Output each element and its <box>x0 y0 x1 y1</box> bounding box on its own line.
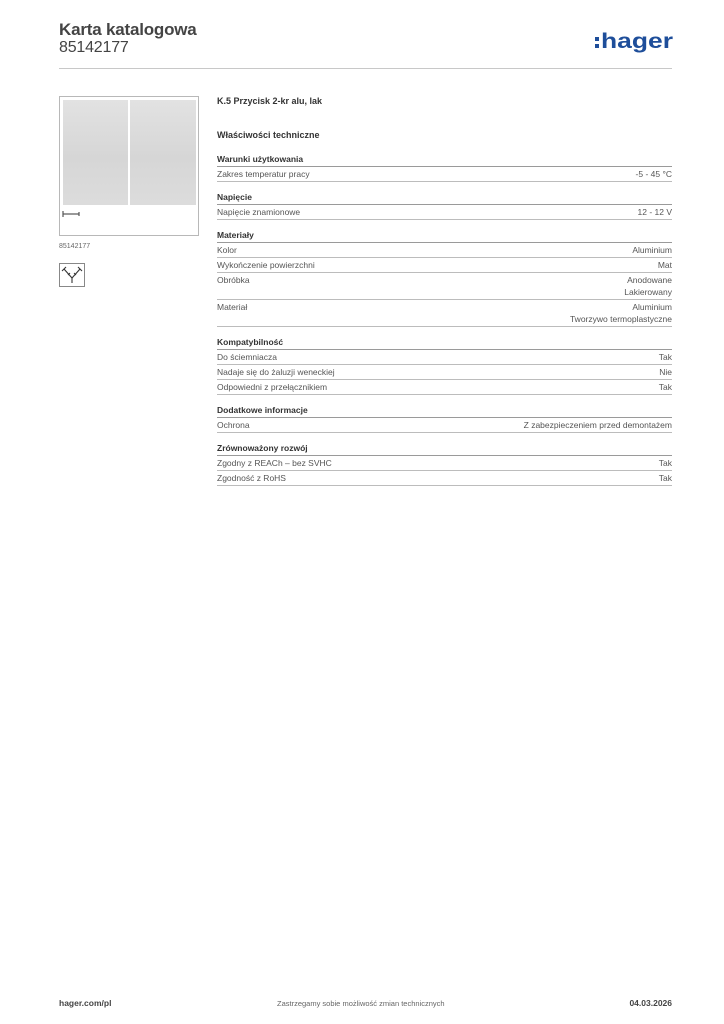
symbol-box <box>59 263 85 287</box>
spec-value <box>624 274 672 298</box>
spec-value-line: Z zabezpieczeniem przed demontażem <box>523 420 672 430</box>
spec-row <box>217 258 672 273</box>
spec-value-line: Anodowane <box>627 275 672 285</box>
spec-section <box>217 336 672 395</box>
spec-sections <box>217 153 672 486</box>
spec-label: Napięcie znamionowe <box>217 207 301 217</box>
spec-label: Zgodność z RoHS <box>217 473 286 483</box>
product-image-divider <box>128 100 130 205</box>
section-title: Kompatybilność <box>217 336 672 350</box>
spec-value <box>570 301 672 325</box>
spec-value-line: Tworzywo termoplastyczne <box>569 314 672 324</box>
footer-date: 04.03.2026 <box>629 998 672 1008</box>
section-title: Warunki użytkowania <box>217 153 672 167</box>
spec-value-line: Lakierowany <box>624 287 672 297</box>
spec-row <box>217 205 672 220</box>
spec-label: Wykończenie powierzchni <box>217 260 315 270</box>
properties-heading: Właściwości techniczne <box>217 130 320 140</box>
spec-value-line: Tak <box>658 352 672 362</box>
spec-label: Nadaje się do żaluzji weneckiej <box>217 367 335 377</box>
hager-logo[interactable] <box>594 27 674 57</box>
spec-row <box>217 167 672 182</box>
spec-label: Obróbka <box>217 275 250 285</box>
product-name: K.5 Przycisk 2-kr alu, lak <box>217 96 323 106</box>
spec-value <box>659 472 672 484</box>
spec-value-line: Mat <box>657 260 672 270</box>
spec-label: Do ściemniacza <box>217 352 277 362</box>
spec-value-line: 12 - 12 V <box>637 207 672 217</box>
specification-panel <box>217 94 672 486</box>
spec-value <box>659 351 672 363</box>
product-image-code: 85142177 <box>59 243 91 250</box>
spec-value-line: Tak <box>658 473 672 483</box>
double-switch-symbol-icon <box>60 264 84 286</box>
spec-value-line: Tak <box>658 382 672 392</box>
spec-row <box>217 471 672 486</box>
spec-label: Ochrona <box>217 420 250 430</box>
spec-value <box>524 419 672 431</box>
spec-value <box>638 206 673 218</box>
section-title: Napięcie <box>217 191 672 205</box>
footer-website-link[interactable]: hager.com/pl <box>59 998 112 1008</box>
spec-label: Kolor <box>217 245 237 255</box>
spec-row <box>217 350 672 365</box>
spec-label: Materiał <box>217 302 248 312</box>
section-title: Zrównoważony rozwój <box>217 442 672 456</box>
spec-row <box>217 300 672 327</box>
spec-row <box>217 243 672 258</box>
spec-value <box>659 381 672 393</box>
spec-row <box>217 380 672 395</box>
spec-value-line: Aluminium <box>632 302 672 312</box>
spec-label: Zgodny z REACh – bez SVHC <box>217 458 332 468</box>
spec-section <box>217 229 672 327</box>
spec-label: Odpowiedni z przełącznikiem <box>217 382 328 392</box>
spec-value-line: -5 - 45 °C <box>635 169 672 179</box>
spec-value-line: Aluminium <box>632 245 672 255</box>
spec-section <box>217 404 672 433</box>
product-number: 85142177 <box>59 39 129 56</box>
scale-indicator-icon <box>62 210 80 218</box>
header-divider <box>59 68 672 69</box>
spec-label: Zakres temperatur pracy <box>217 169 310 179</box>
spec-section <box>217 442 672 486</box>
footer-disclaimer: Zastrzegamy sobie możliwość zmian technicznych <box>277 999 445 1008</box>
spec-row <box>217 418 672 433</box>
document-title: Karta katalogowa <box>59 20 197 39</box>
section-title: Dodatkowe informacje <box>217 404 672 418</box>
spec-value-line: Nie <box>659 367 672 377</box>
spec-value <box>658 259 672 271</box>
spec-value <box>659 366 672 378</box>
spec-row <box>217 365 672 380</box>
spec-section <box>217 153 672 182</box>
section-title: Materiały <box>217 229 672 243</box>
spec-row <box>217 273 672 300</box>
spec-value <box>636 168 672 180</box>
svg-text:hager: hager <box>601 30 673 53</box>
spec-row <box>217 456 672 471</box>
spec-value <box>632 244 672 256</box>
spec-value <box>659 457 672 469</box>
spec-value-line: Tak <box>658 458 672 468</box>
spec-section <box>217 191 672 220</box>
